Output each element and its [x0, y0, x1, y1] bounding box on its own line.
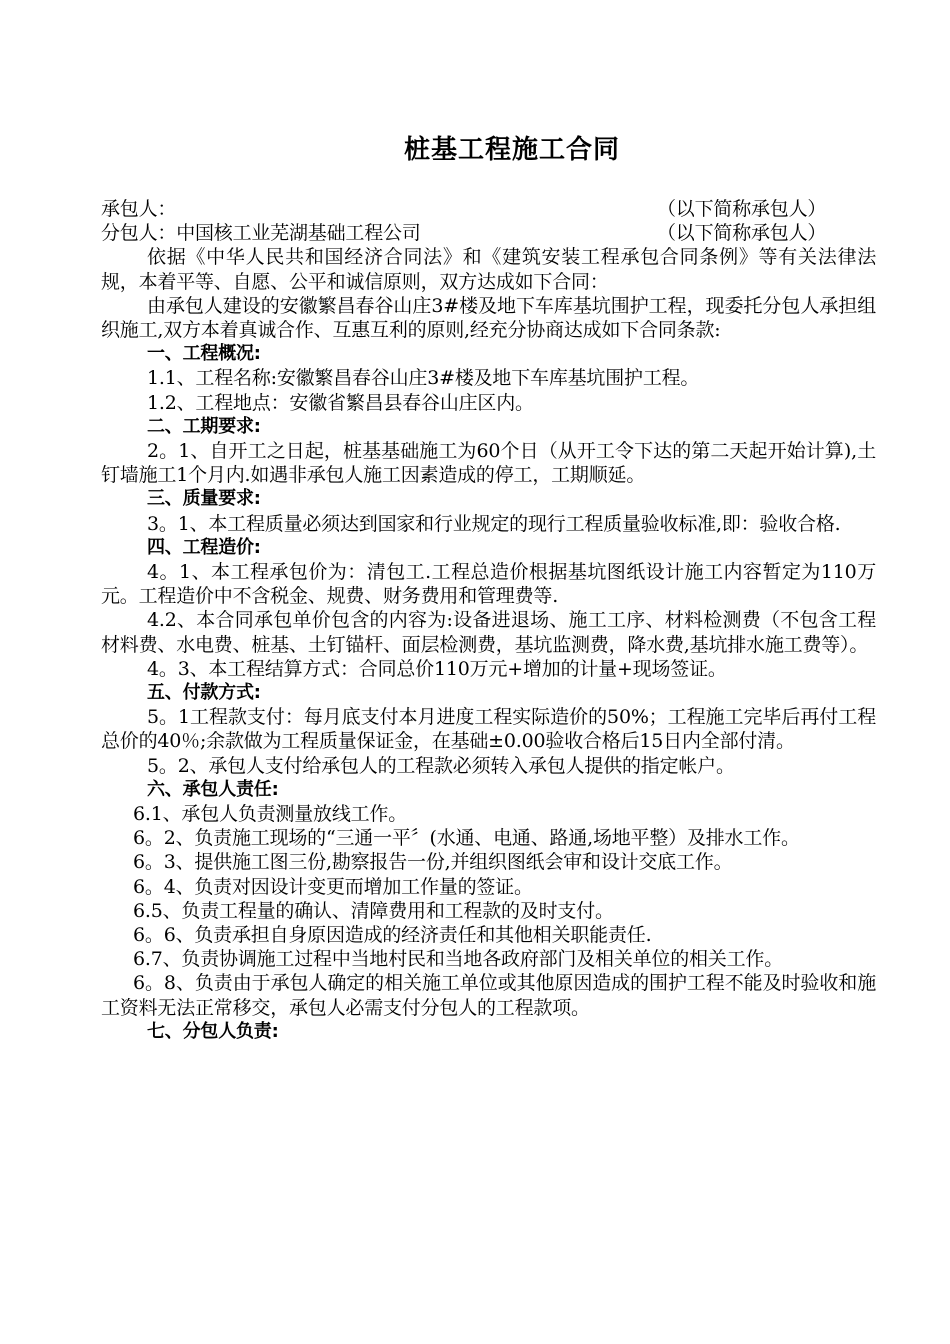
contractor-row — [101, 197, 876, 221]
section-heading: 二、工期要求: — [147, 415, 261, 437]
contract-body — [101, 197, 876, 1044]
clause-item: 4。3、本工程结算方式：合同总价110万元+增加的计量+现场签证。 — [147, 657, 727, 680]
document-title: 桩基工程施工合同 — [403, 135, 620, 165]
clause-item: 1.2、工程地点：安徽省繁昌县春谷山庄区内。 — [147, 391, 534, 414]
subcontractor-note: （以下简称承包人） — [657, 222, 827, 245]
clause-item: 6。4、负责对因设计变更而增加工作量的签证。 — [133, 875, 533, 898]
clause-item: 1.1、工程名称:安徽繁昌春谷山庄3#楼及地下车库基坑围护工程。 — [147, 367, 700, 390]
section-heading: 四、工程造价: — [147, 536, 261, 558]
section-heading: 七、分包人负责: — [147, 1020, 279, 1042]
preamble-paragraph: 依据《中华人民共和国经济合同法》和《建筑安装工程承包合同条例》等有关法律法规，本着平等、自愿、公平和诚信原则，双方达成如下合同： — [101, 246, 876, 293]
contractor-note: （以下简称承包人） — [657, 198, 827, 220]
clause-item: 5。2、承包人支付给承包人的工程款必须转入承包人提供的指定帐户。 — [147, 754, 735, 777]
clause-item: 6。3、提供施工图三份,勘察报告一份,并组织图纸会审和设计交底工作。 — [133, 851, 733, 874]
clause-item: 4。1、本工程承包价为：清包工.工程总造价根据基坑图纸设计施工内容暂定为110万元。工程造价中不含税金、规费、财务费用和管理费等. — [101, 561, 876, 608]
clause-item: 6.7、负责协调施工过程中当地村民和当地各政府部门及相关单位的相关工作。 — [133, 948, 784, 971]
section-heading: 五、付款方式: — [147, 682, 261, 704]
clause-item: 3。1、本工程质量必须达到国家和行业规定的现行工程质量验收标准,即：验收合格. — [147, 512, 841, 535]
subcontractor-row — [101, 221, 876, 245]
clause-item: 5。1工程款支付：每月底支付本月进度工程实际造价的50%；工程施工完毕后再付工程总价的40％;余款做为工程质量保证金，在基础±0.00验收合格后15日内全部付清。 — [101, 706, 876, 753]
contractor-label: 承包人： — [101, 198, 177, 220]
section-heading: 六、承包人责任: — [147, 778, 279, 800]
clause-item: 6。2、负责施工现场的“三通一平〞(水通、电通、路通,场地平整）及排水工作。 — [133, 827, 800, 850]
clause-item: 4.2、本合同承包单价包含的内容为:设备进退场、施工工序、材料检测费（不包含工程材料费、水电费、桩基、土钉锚杆、面层检测费，基坑监测费，降水费,基坑排水施工费等）。 — [101, 609, 876, 656]
clause-item: 6.5、负责工程量的确认、清障费用和工程款的及时支付。 — [133, 899, 614, 922]
clause-item: 6.1、承包人负责测量放线工作。 — [133, 803, 408, 826]
preamble-paragraph: 由承包人建设的安徽繁昌春谷山庄3#楼及地下车库基坑围护工程，现委托分包人承担组织施工,双方本着真诚合作、互惠互利的原则,经充分协商达成如下合同条款: — [101, 294, 876, 341]
section-heading: 三、质量要求: — [147, 488, 261, 510]
clause-item: 6。8、负责由于承包人确定的相关施工单位或其他原因造成的围护工程不能及时验收和施工资料无法正常移交，承包人必需支付分包人的工程款项。 — [101, 972, 876, 1019]
clause-item: 2。1、自开工之日起，桩基基础施工为60个日（从开工令下达的第二天起开始计算),土钉墙施工1个月内.如遇非承包人施工因素造成的停工，工期顺延。 — [101, 440, 876, 487]
clause-item: 6。6、负责承担自身原因造成的经济责任和其他相关职能责任. — [133, 924, 652, 947]
section-heading: 一、工程概况: — [147, 343, 261, 365]
subcontractor-label: 分包人：中国核工业芜湖基础工程公司 — [101, 222, 421, 245]
